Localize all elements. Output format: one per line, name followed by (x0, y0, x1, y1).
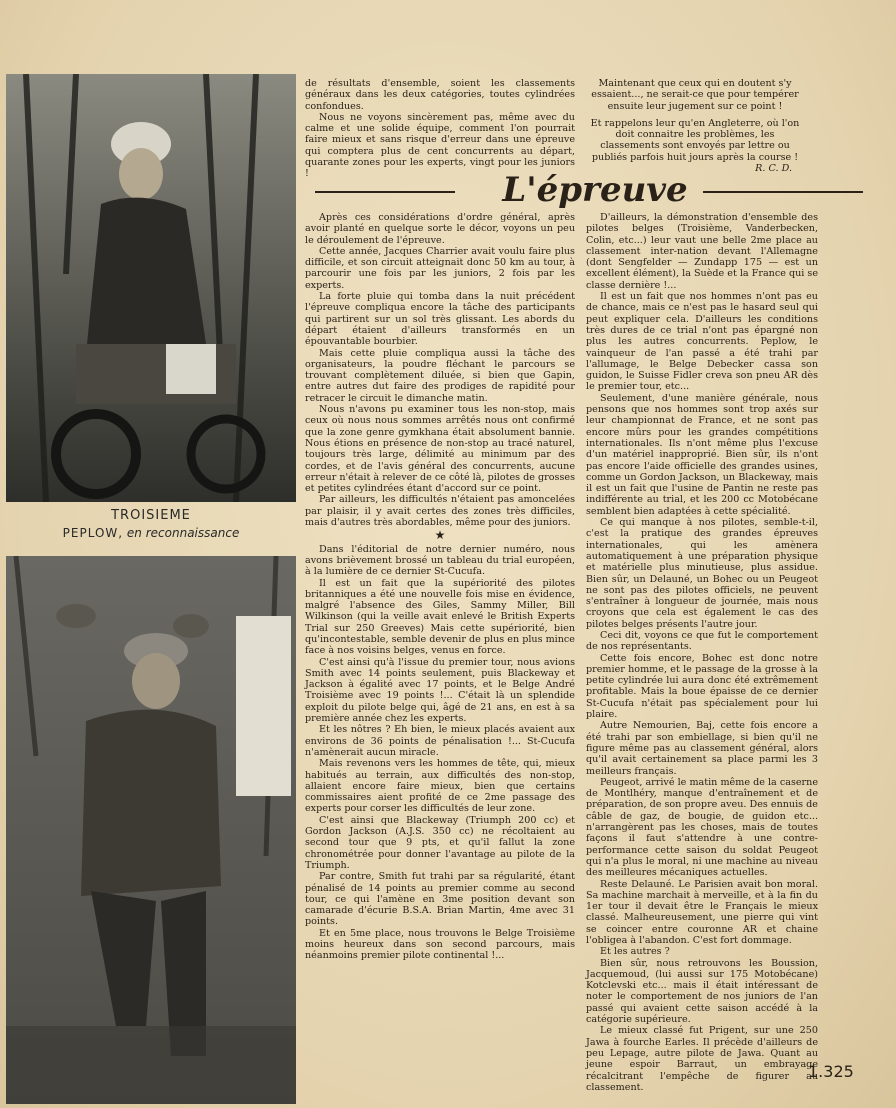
page-number: 1.325 (808, 1062, 854, 1081)
paragraph: Seulement, d'une manière générale, nous pensons que nos hommes sont trop axés sur leur championnat de France, et ne sont pas encore mûrs pour les grandes compétitions internationales. Ils n'ont même plus l'excuse d'un matériel inapproprié. Bien sûr, ils n'ont pas encore l'aide officielle des grandes usines, comme un Gordon Jackson, un Blackeway, mais il est un fait que l'usine de Pantin ne reste pas indifférente au trial, et les 200 cc Motobécane semblent bien adaptées à cette spécialité. (586, 392, 818, 517)
photo-rider-on-motorcycle (6, 74, 296, 502)
paragraph: Nous n'avons pu examiner tous les non-stop, mais ceux où nous nous sommes arrêtés nous ont confirmé que la zone genre gymkhana était absolument bannie. Nous étions en présence de non-stop au tracé naturel, toujours très large, délimité au minimum par des cordes, et de l'avis général des concurrents, aucune erreur n'était à relever de ce côté là, pilotes de grosses et petites cylindrées étant d'accord sur ce point. (305, 404, 575, 495)
author-signature: R. C. D. (755, 163, 792, 175)
paragraph: Cette année, Jacques Charrier avait voulu faire plus difficile, et son circuit atteignait donc 50 km au tour, à parcourir une fois par les juniors, 2 fois par les experts. (305, 245, 575, 291)
article-column-middle (305, 212, 575, 962)
paragraph: Peugeot, arrivé le matin même de la caserne de Montlhéry, manque d'entraînement et de préparation, de son propre aveu. Des ennuis de câble de gaz, de bougie, de guidon etc... n'arrangèrent pas les choses, mais de toutes façons il faut s'attendre à une contre-performance cette saison du soldat Peugeot qui n'a plus le moral, ni une machine au niveau des meilleures mécaniques actuelles. (586, 776, 818, 879)
paragraph: Par ailleurs, les difficultés n'étaient pas amoncelées par plaisir, il y avait certes des zones très difficiles, mais d'autres très abordables, même pour des juniors. (305, 494, 575, 529)
paragraph: Mais cette pluie compliqua aussi la tâche des organisateurs, la poudre fléchant le parcours se trouvant complètement diluée, si bien que Gapin, entre autres dut faire des prodiges de rapidité pour retracer le circuit le dimanche matin. (305, 347, 575, 404)
section-title: L'épreuve (502, 170, 688, 210)
intro-text-column (305, 78, 575, 180)
paragraph: Maintenant que ceux qui en doutent s'y essaient..., ne serait-ce que pour tempérer ensuite leur jugement sur ce point ! (591, 78, 799, 112)
paragraph: de résultats d'ensemble, soient les classements généraux dans les deux catégories, toutes cylindrées confondues. (305, 78, 575, 112)
paragraph: Et rappelons leur qu'en Angleterre, où l'on doit connaitre les problèmes, les classements sont envoyés par lettre ou publiés parfois huit jours après la course ! (590, 117, 800, 163)
article-column-right (586, 212, 818, 1093)
paragraph: Reste Delauné. Le Parisien avait bon moral. Sa machine marchait à merveille, et à la fin du 1er tour il devait être le Français le mieux classé. Malheureusement, une pierre qui vint se coincer entre couronne AR et chaine l'obligea à l'abandon. C'est fort dommage. (586, 878, 818, 946)
section-star-separator: ★ (434, 528, 446, 543)
paragraph: La forte pluie qui tomba dans la nuit précédent l'épreuve compliqua encore la tâche des participants qui partirent sur un sol très glissant. Les abords du départ étaient d'ailleurs transformés en un épouvantable bourbier. (305, 291, 575, 348)
paragraph: D'ailleurs, la démonstration d'ensemble des pilotes belges (Troisième, Vanderbecken, Colin, etc...) leur vaut une belle 2me place au classement inter-nation devant l'Allemagne (dont Sengfelder — Zundapp 175 — est un excellent élément), la Suède et la France qui se classe dernière !... (586, 212, 818, 291)
title-rule-right (703, 191, 863, 193)
caption-rest: en reconnaissance (126, 526, 240, 540)
paragraph: Et les nôtres ? Eh bien, le mieux placés avaient aux environs de 36 points de pénalisation !... St-Cucufa n'amènerait aucun miracle. (305, 724, 575, 758)
paragraph: Il est un fait que nos hommes n'ont pas eu de chance, mais ce n'est pas le hasard seul qui peut expliquer cela. D'ailleurs les conditions très dures de ce trial n'ont pas épargné non plus les autres concurrents. Peplow, le vainqueur de l'an passé a été trahi par l'allumage, le Belge Debecker cassa son guidon, le Suisse Fidler creva son pneu AR dès le premier tour, etc... (586, 291, 818, 393)
paragraph: C'est ainsi qu'à l'issue du premier tour, nous avions Smith avec 14 points seulement, puis Blackeway et Jackson à égalité avec 17 points, et le Belge André Troisième avec 19 points !... C'était là un splendide exploit du pilote belge qui, âgé de 21 ans, en est à sa première année chez les experts. (305, 656, 575, 725)
paragraph: Il est un fait que la supériorité des pilotes britanniques a été une nouvelle fois mise en évidence, malgré l'absence des Giles, Sammy Miller, Bill Wilkinson (qui la veille avait enlevé le British Experts Trial sur 250 Greeves) Mais cette supériorité, bien qu'incontestable, semble devenir de plus en plus mince face à nos voisins belges, venus en force. (305, 577, 575, 657)
paragraph: Après ces considérations d'ordre général, après avoir planté en quelque sorte le décor, voyons un peu le déroulement de l'épreuve. (305, 212, 575, 246)
paragraph: Par contre, Smith fut trahi par sa régularité, étant pénalisé de 14 points au premier comme au second tour, ce qui l'amène en 3me position devant son camarade d'écurie B.S.A. Brian Martin, 4me avec 31 points. (305, 871, 575, 928)
paragraph: Bien sûr, nous retrouvons les Boussion, Jacquemoud, (lui aussi sur 175 Motobécane) Kotclevski etc... mais il était intéressant de noter le comportement de nos juniors de l'an passé qui avaient cette saison accédé à la catégorie supérieure. (586, 957, 818, 1026)
paragraph: Et les autres ? (600, 946, 670, 958)
paragraph: Dans l'éditorial de notre dernier numéro, nous avons brièvement brossé un tableau du trial européen, à la lumière de ce dernier St-Cucufa. (305, 543, 575, 578)
photo-caption-subtitle (6, 526, 296, 540)
photo-caption-name: TROISIEME (111, 508, 191, 523)
paragraph: C'est ainsi que Blackeway (Triumph 200 cc) et Gordon Jackson (A.J.S. 350 cc) ne récoltaient au second tour que 9 pts, et qu'il fallut la zone chronométrée pour donner l'avantage au pilote de la Triumph. (305, 814, 575, 871)
paragraph: Ceci dit, voyons ce que fut le comportement de nos représentants. (586, 629, 818, 653)
paragraph: Le mieux classé fut Prigent, sur une 250 Jawa à fourche Earles. Il précède d'ailleurs de peu Lepage, autre pilote de Jawa. Quant au jeune espoir Barraut, un embrayage récalcitrant l'empêche de figurer au classement. (586, 1025, 818, 1093)
paragraph: Nous ne voyons sincèrement pas, même avec du calme et une solide équipe, comment l'on pourrait faire mieux et sans risque d'erreur dans une épreuve qui comptera plus de cent concurrents au départ, quarante zones pour les experts, vingt pour les juniors ! (305, 111, 575, 180)
paragraph: Cette fois encore, Bohec est donc notre premier homme, et le passage de la grosse à la petite cylindrée lui aura donc été extrêmement profitable. Mais la boue épaisse de ce dernier St-Cucufa n'était pas spécialement pour lui plaire. (586, 652, 818, 721)
intro-right-column (586, 78, 804, 174)
caption-surname: PEPLOW, (62, 526, 124, 540)
title-rule-left (315, 191, 455, 193)
paragraph: Et en 5me place, nous trouvons le Belge Troisième moins heureux dans son second parcours, mais néanmoins premier pilote continental !... (305, 927, 575, 962)
paragraph: Ce qui manque à nos pilotes, semble-t-il, c'est la pratique des grandes épreuves internationales, qui les amènera automatiquement à une préparation physique et matérielle plus minutieuse, plus assidue. Bien sûr, un Delauné, un Bohec ou un Peugeot ne sont pas des pilotes officiels, ne peuvent s'entraîner à longueur de journée, mais nous croyons que cela est également le cas des pilotes belges présents l'autre jour. (586, 517, 818, 630)
section-title-band (305, 170, 883, 210)
paragraph: Mais revenons vers les hommes de tête, qui, mieux habitués au terrain, aux difficultés des non-stop, allaient encore faire mieux, bien que certains commissaires aient profité de ce 2me passage des experts pour corser les difficultés de leur zone. (305, 758, 575, 815)
paragraph: Autre Nemourien, Baj, cette fois encore a été trahi par son embiellage, si bien qu'il ne figure même pas au classement général, alors qu'il avait certainement sa place parmi les 3 meilleurs français. (586, 720, 818, 777)
photo-rider-walking (6, 556, 296, 1104)
